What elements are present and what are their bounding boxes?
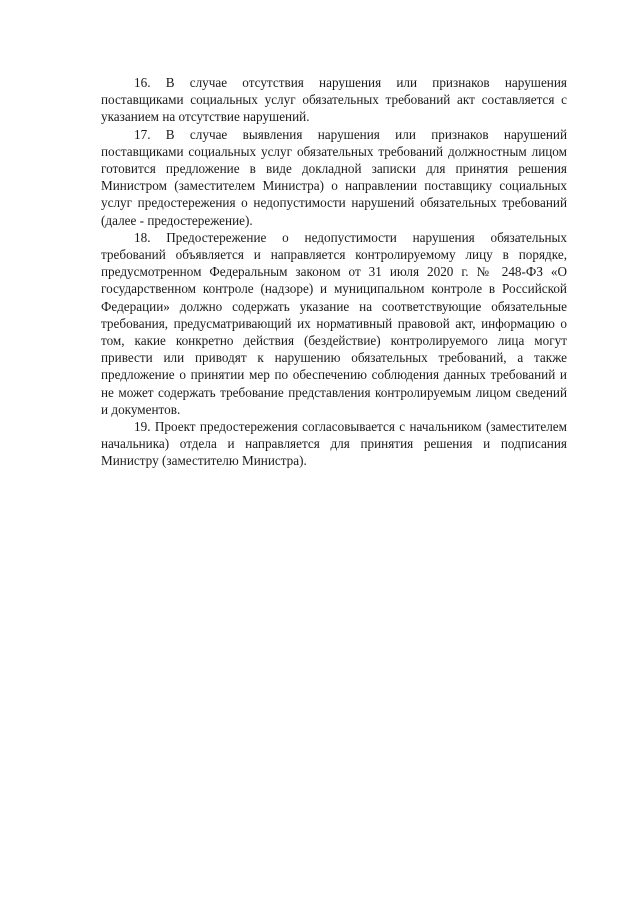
document-body [101, 74, 567, 470]
paragraph-16: 16. В случае отсутствия нарушения или признаков нарушения поставщиками социальных услуг обязательных требований акт составляется с указанием на отсутствие нарушений. [101, 75, 567, 125]
paragraph-19: 19. Проект предостережения согласовывается с начальником (заместителем начальника) отдела и направляется для принятия решения и подписания Министру (заместителю Министра). [101, 419, 567, 469]
paragraph-17: 17. В случае выявления нарушения или признаков нарушений поставщиками социальных услуг обязательных требований должностным лицом готовится предложение в виде докладной записки для принятия решения Министром (заместителем Министра) о направлении поставщику социальных услуг предостережения о недопустимости нарушений обязательных требований (далее - предостережение). [101, 126, 567, 228]
paragraph-18: 18. Предостережение о недопустимости нарушения обязательных требований объявляется и направляется контролируемому лицу в порядке, предусмотренном Федеральным законом от 31 июля 2020 г. № 248-ФЗ «О государственном контроле (надзоре) и муниципальном контроле в Российской Федерации» должно содержать указание на соответствующие обязательные требования, предусматривающий их нормативный правовой акт, информацию о том, какие конкретно действия (бездействие) контролируемого лица могут привести или приводят к нарушению обязательных требований, а также предложение о принятии мер по обеспечению соблюдения данных требований и не может содержать требование представления контролируемым лицом сведений и документов. [101, 229, 567, 417]
